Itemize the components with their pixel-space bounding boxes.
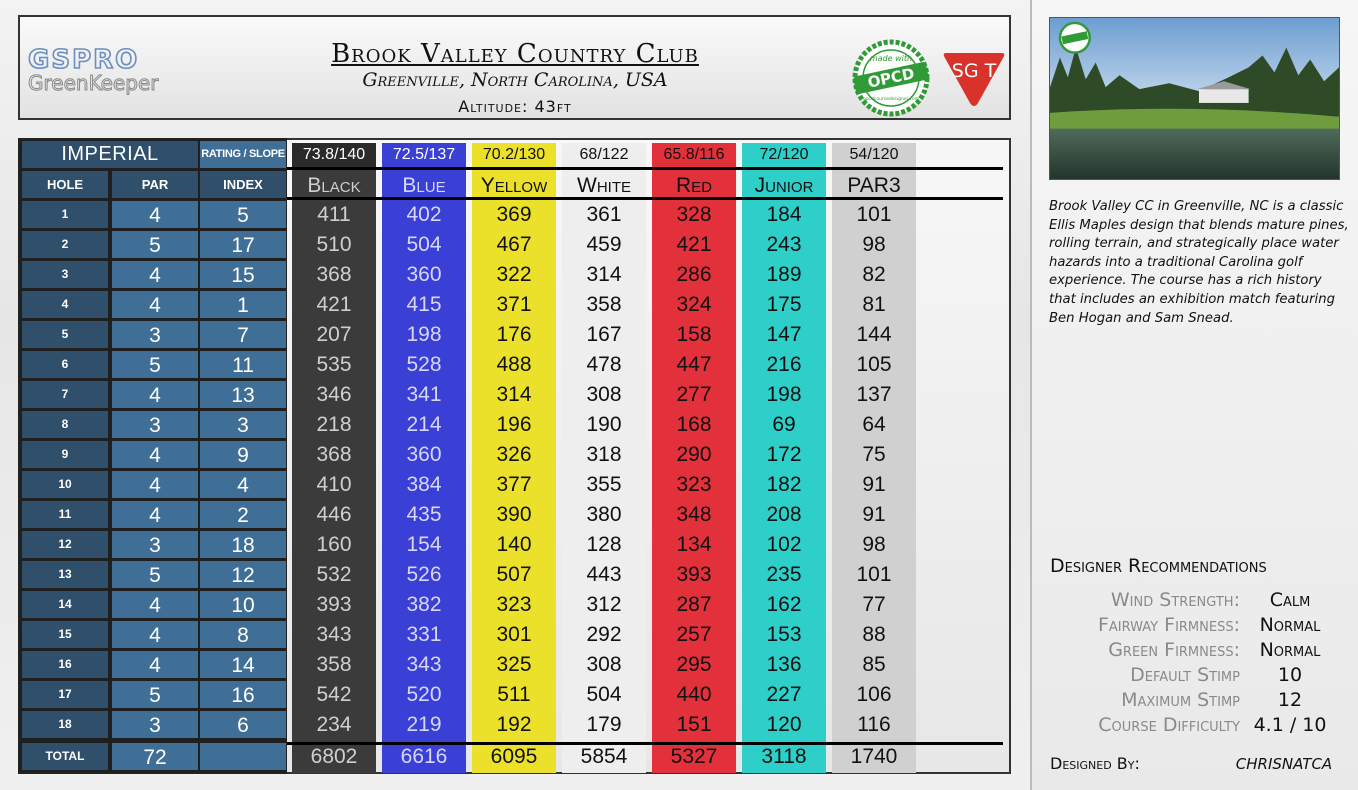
hole-number: 10	[22, 471, 108, 498]
yardage-cell: 216	[766, 353, 802, 376]
yardage-cell: 235	[766, 563, 802, 586]
yardage-cell: 219	[406, 713, 442, 736]
rating-slope-label: RATING / SLOPE	[200, 141, 286, 168]
yardage-cell: 528	[406, 353, 442, 376]
yardage-cell: 77	[862, 593, 886, 616]
hole-par: 4	[112, 651, 198, 678]
yardage-cell: 182	[766, 473, 802, 496]
yardage-cell: 88	[862, 623, 886, 646]
recommendation-value: 10	[1277, 664, 1303, 686]
yardage-cell: 101	[856, 203, 892, 226]
yardage-cell: 227	[766, 683, 802, 706]
hole-row	[20, 320, 285, 350]
unit-label: IMPERIAL	[22, 141, 198, 168]
hole-row	[20, 530, 285, 560]
hole-index: 2	[200, 501, 286, 528]
hole-par: 4	[112, 291, 198, 318]
yardage-cell: 207	[316, 323, 352, 346]
yardage-cell: 190	[586, 413, 622, 436]
yardage-cell: 318	[586, 443, 622, 466]
yardage-cell: 82	[862, 263, 886, 286]
col-hole-header: HOLE	[22, 171, 108, 198]
hole-index: 7	[200, 321, 286, 348]
yardage-cell: 81	[862, 293, 886, 316]
title-block	[250, 39, 780, 116]
yardage-cell: 91	[862, 503, 886, 526]
hole-row	[20, 710, 285, 740]
yardage-total-blue: 6616	[400, 745, 448, 768]
hole-par: 4	[112, 381, 198, 408]
hole-info-table	[18, 138, 287, 774]
hole-index: 8	[200, 621, 286, 648]
yardage-cell: 507	[496, 563, 532, 586]
tee-name-junior: Junior	[754, 174, 814, 197]
tee-column-red	[652, 140, 736, 774]
yardage-cell: 377	[496, 473, 532, 496]
hole-par: 4	[112, 591, 198, 618]
yardage-cell: 144	[856, 323, 892, 346]
yardage-cell: 151	[676, 713, 712, 736]
recommendation-row	[1032, 688, 1358, 713]
greenkeeper-logo-text: GreenKeeper	[28, 71, 159, 95]
yardage-cell: 421	[316, 293, 352, 316]
yardage-cell: 292	[586, 623, 622, 646]
yardage-cell: 520	[406, 683, 442, 706]
yardage-cell: 301	[496, 623, 532, 646]
sgt-logo	[940, 47, 1008, 109]
yardage-cell: 535	[316, 353, 352, 376]
yardage-cell: 446	[316, 503, 352, 526]
yardage-cell: 158	[676, 323, 712, 346]
yardage-cell: 504	[406, 233, 442, 256]
yardage-cell: 175	[766, 293, 802, 316]
hole-par: 5	[112, 681, 198, 708]
yardage-cell: 459	[586, 233, 622, 256]
yardage-cell: 218	[316, 413, 352, 436]
hole-par: 4	[112, 261, 198, 288]
hole-index: 16	[200, 681, 286, 708]
yardage-cell: 440	[676, 683, 712, 706]
tee-name-par3: PAR3	[847, 174, 901, 197]
total-label: TOTAL	[22, 743, 108, 770]
yardage-cell: 137	[856, 383, 892, 406]
yardage-cell: 168	[676, 413, 712, 436]
yardage-cell: 106	[856, 683, 892, 706]
yardage-total-yellow: 6095	[490, 745, 538, 768]
yardage-cell: 120	[766, 713, 802, 736]
left-total-row	[20, 742, 285, 772]
yardage-cell: 295	[676, 653, 712, 676]
yardage-cell: 314	[496, 383, 532, 406]
yardage-cell: 116	[857, 713, 891, 736]
yardage-cell: 358	[316, 653, 352, 676]
yardage-cell: 322	[496, 263, 532, 286]
hole-number: 5	[22, 321, 108, 348]
yardage-cell: 314	[586, 263, 622, 286]
hole-number: 9	[22, 441, 108, 468]
hole-row	[20, 560, 285, 590]
yardage-cell: 443	[586, 563, 622, 586]
hole-par: 3	[112, 711, 198, 738]
yardage-cell: 198	[766, 383, 802, 406]
yardage-total-white: 5854	[580, 745, 628, 768]
yardage-cell: 382	[406, 593, 442, 616]
hole-par: 4	[112, 471, 198, 498]
hole-number: 12	[22, 531, 108, 558]
yardage-cell: 346	[316, 383, 352, 406]
hole-par: 3	[112, 531, 198, 558]
tee-rating-black: 73.8/140	[292, 143, 376, 167]
hole-par: 4	[112, 621, 198, 648]
hole-index: 9	[200, 441, 286, 468]
yardage-cell: 287	[676, 593, 712, 616]
total-divider	[287, 742, 1003, 745]
hole-row	[20, 380, 285, 410]
recommendation-label: Course Difficulty	[1098, 714, 1240, 736]
yardage-cell: 348	[676, 503, 712, 526]
header-panel	[18, 15, 1011, 120]
recommendations-title: Designer Recommendations	[1050, 555, 1267, 577]
course-photo	[1049, 17, 1340, 180]
yardage-cell: 532	[316, 563, 352, 586]
hole-number: 8	[22, 411, 108, 438]
hole-par: 4	[112, 441, 198, 468]
tee-column-white	[562, 140, 646, 774]
yardage-cell: 415	[406, 293, 442, 316]
yardage-cell: 162	[766, 593, 802, 616]
tee-name-yellow: Yellow	[480, 174, 548, 197]
yardage-cell: 447	[676, 353, 712, 376]
left-subheader-row	[20, 170, 285, 200]
yardage-cell: 167	[586, 323, 622, 346]
tee-column-par3	[832, 140, 916, 774]
yardage-cell: 308	[586, 383, 622, 406]
hole-row	[20, 290, 285, 320]
hole-number: 2	[22, 231, 108, 258]
recommendation-row	[1032, 638, 1358, 663]
yardage-total-red: 5327	[670, 745, 718, 768]
total-par: 72	[112, 743, 198, 770]
yardage-cell: 343	[316, 623, 352, 646]
yardage-cell: 361	[586, 203, 622, 226]
yardage-cell: 312	[586, 593, 622, 616]
yardage-cell: 360	[406, 443, 442, 466]
hole-row	[20, 230, 285, 260]
info-panel	[1030, 0, 1358, 790]
yardage-cell: 134	[676, 533, 712, 556]
gspro-logo	[28, 45, 188, 95]
yardage-cell: 355	[586, 473, 622, 496]
yardage-cell: 179	[586, 713, 622, 736]
hole-par: 5	[112, 351, 198, 378]
tee-rating-junior: 72/120	[742, 143, 826, 167]
hole-par: 5	[112, 231, 198, 258]
hole-number: 15	[22, 621, 108, 648]
yardage-cell: 154	[406, 533, 442, 556]
yardage-cell: 160	[316, 533, 352, 556]
yardage-cell: 184	[766, 203, 802, 226]
hole-index: 5	[200, 201, 286, 228]
yardage-cell: 102	[766, 533, 802, 556]
hole-number: 3	[22, 261, 108, 288]
yardage-cell: 343	[406, 653, 442, 676]
yardage-cell: 234	[316, 713, 352, 736]
opcd-logo-top: made with	[869, 54, 913, 63]
tee-rating-yellow: 70.2/130	[472, 143, 556, 167]
yardage-cell: 257	[676, 623, 712, 646]
yardage-cell: 478	[586, 353, 622, 376]
yardage-cell: 290	[676, 443, 712, 466]
course-location: Greenville, North Carolina, USA	[362, 69, 668, 91]
recommendation-row	[1032, 613, 1358, 638]
yardage-cell: 488	[496, 353, 532, 376]
hole-number: 11	[22, 501, 108, 528]
yardage-cell: 510	[316, 233, 352, 256]
yardage-total-black: 6802	[310, 745, 358, 768]
course-description: Brook Valley CC in Greenville, NC is a classic Ellis Maples design that blends mature pines, rolling terrain, and strategically place water hazards into a traditional Carolina golf experience. The course has a rich history that includes an exhibition match featuring Ben Hogan and Sam Snead.	[1049, 199, 1349, 326]
yardage-cell: 147	[766, 323, 802, 346]
yardage-cell: 421	[676, 233, 712, 256]
hole-index: 15	[200, 261, 286, 288]
hole-index: 13	[200, 381, 286, 408]
yardage-table	[287, 138, 1011, 774]
yardage-cell: 105	[856, 353, 892, 376]
yardage-cell: 196	[496, 413, 532, 436]
yardage-cell: 243	[766, 233, 802, 256]
hole-row	[20, 470, 285, 500]
yardage-cell: 85	[862, 653, 886, 676]
tee-rating-par3: 54/120	[832, 143, 916, 167]
yardage-cell: 75	[862, 443, 886, 466]
yardage-cell: 153	[766, 623, 802, 646]
yardage-cell: 467	[496, 233, 532, 256]
recommendation-value: 12	[1277, 689, 1303, 711]
hole-number: 13	[22, 561, 108, 588]
yardage-cell: 393	[676, 563, 712, 586]
hole-index: 10	[200, 591, 286, 618]
yardage-cell: 368	[316, 443, 352, 466]
yardage-cell: 64	[862, 413, 886, 436]
tee-column-yellow	[472, 140, 556, 774]
hole-row	[20, 350, 285, 380]
recommendation-value: Normal	[1259, 614, 1321, 636]
opcd-logo	[846, 39, 936, 117]
recommendation-label: Default Stimp	[1130, 664, 1240, 686]
recommendation-label: Green Firmness:	[1108, 639, 1240, 661]
yardage-cell: 136	[766, 653, 802, 676]
designed-by-value: CHRISNATCA	[1235, 755, 1333, 773]
yardage-cell: 542	[316, 683, 352, 706]
tee-name-white: White	[577, 174, 631, 197]
yardage-cell: 331	[406, 623, 442, 646]
yardage-cell: 91	[862, 473, 886, 496]
yardage-cell: 323	[676, 473, 712, 496]
recommendation-label: Fairway Firmness:	[1097, 614, 1240, 636]
yardage-cell: 176	[496, 323, 532, 346]
hole-index: 6	[200, 711, 286, 738]
yardage-cell: 214	[406, 413, 442, 436]
yardage-cell: 98	[862, 533, 886, 556]
hole-number: 18	[22, 711, 108, 738]
recommendation-row	[1032, 588, 1358, 613]
recommendation-row	[1032, 663, 1358, 688]
hole-row	[20, 260, 285, 290]
hole-row	[20, 410, 285, 440]
opcd-logo-bottom: opcdcoursedesigner.com	[862, 97, 920, 102]
yardage-cell: 380	[586, 503, 622, 526]
course-altitude: Altitude: 43ft	[458, 97, 572, 116]
yardage-cell: 360	[406, 263, 442, 286]
yardage-cell: 371	[496, 293, 532, 316]
hole-number: 4	[22, 291, 108, 318]
tee-column-junior	[742, 140, 826, 774]
hole-row	[20, 590, 285, 620]
yardage-cell: 410	[316, 473, 352, 496]
hole-number: 16	[22, 651, 108, 678]
col-par-header: PAR	[112, 171, 198, 198]
total-index-empty	[200, 743, 286, 770]
yardage-cell: 172	[766, 443, 802, 466]
tee-column-black	[292, 140, 376, 774]
yardage-total-junior: 3118	[761, 745, 807, 768]
yardage-cell: 390	[496, 503, 532, 526]
header-divider-bottom	[287, 197, 1003, 200]
yardage-cell: 358	[586, 293, 622, 316]
recommendation-value: Normal	[1259, 639, 1321, 661]
yardage-cell: 341	[406, 383, 442, 406]
hole-number: 1	[22, 201, 108, 228]
yardage-cell: 369	[496, 203, 532, 226]
yardage-cell: 101	[856, 563, 892, 586]
yardage-cell: 208	[766, 503, 802, 526]
yardage-cell: 98	[862, 233, 886, 256]
yardage-cell: 189	[766, 263, 802, 286]
yardage-cell: 308	[586, 653, 622, 676]
tee-column-blue	[382, 140, 466, 774]
yardage-cell: 511	[497, 683, 531, 706]
left-header-row	[20, 140, 285, 170]
yardage-cell: 324	[676, 293, 712, 316]
yardage-cell: 69	[772, 413, 796, 436]
yardage-cell: 402	[406, 203, 442, 226]
header-divider-top	[287, 167, 1003, 170]
hole-index: 1	[200, 291, 286, 318]
recommendation-value: 4.1 / 10	[1253, 714, 1327, 736]
yardage-cell: 286	[676, 263, 712, 286]
yardage-cell: 192	[496, 713, 532, 736]
yardage-cell: 384	[406, 473, 442, 496]
yardage-cell: 393	[316, 593, 352, 616]
hole-index: 11	[200, 351, 286, 378]
hole-number: 7	[22, 381, 108, 408]
yardage-cell: 325	[496, 653, 532, 676]
hole-row	[20, 650, 285, 680]
yardage-cell: 328	[676, 203, 712, 226]
hole-par: 3	[112, 321, 198, 348]
hole-row	[20, 500, 285, 530]
hole-row	[20, 200, 285, 230]
yardage-cell: 323	[496, 593, 532, 616]
hole-index: 3	[200, 411, 286, 438]
tee-rating-white: 68/122	[562, 143, 646, 167]
yardage-cell: 198	[406, 323, 442, 346]
hole-row	[20, 440, 285, 470]
yardage-cell: 504	[586, 683, 622, 706]
course-name: Brook Valley Country Club	[331, 39, 699, 69]
yardage-cell: 368	[316, 263, 352, 286]
tee-name-red: Red	[675, 174, 712, 197]
hole-index: 18	[200, 531, 286, 558]
hole-index: 4	[200, 471, 286, 498]
designed-by-label: Designed By:	[1050, 754, 1140, 773]
hole-par: 4	[112, 501, 198, 528]
hole-number: 6	[22, 351, 108, 378]
hole-index: 17	[200, 231, 286, 258]
yardage-cell: 411	[317, 203, 351, 226]
yardage-cell: 435	[406, 503, 442, 526]
yardage-cell: 277	[676, 383, 712, 406]
hole-par: 3	[112, 411, 198, 438]
hole-number: 14	[22, 591, 108, 618]
tee-name-blue: Blue	[402, 174, 446, 197]
gspro-logo-text: GSPRO	[28, 45, 140, 75]
hole-par: 4	[112, 201, 198, 228]
hole-row	[20, 620, 285, 650]
yardage-cell: 140	[496, 533, 532, 556]
hole-index: 12	[200, 561, 286, 588]
yardage-cell: 326	[496, 443, 532, 466]
tee-rating-red: 65.8/116	[652, 143, 736, 167]
yardage-cell: 526	[406, 563, 442, 586]
yardage-total-par3: 1740	[850, 745, 898, 768]
recommendation-label: Maximum Stimp	[1121, 689, 1240, 711]
yardage-cell: 128	[586, 533, 622, 556]
tee-rating-blue: 72.5/137	[382, 143, 466, 167]
sgt-logo-text: SG T	[951, 60, 997, 82]
col-index-header: INDEX	[200, 171, 286, 198]
tee-name-black: Black	[307, 174, 361, 197]
recommendation-row	[1032, 713, 1358, 738]
opcd-logo-main: OPCD	[866, 64, 916, 92]
hole-row	[20, 680, 285, 710]
recommendation-value: Calm	[1269, 589, 1311, 611]
recommendation-label: Wind Strength:	[1110, 589, 1240, 611]
hole-index: 14	[200, 651, 286, 678]
hole-number: 17	[22, 681, 108, 708]
hole-par: 5	[112, 561, 198, 588]
